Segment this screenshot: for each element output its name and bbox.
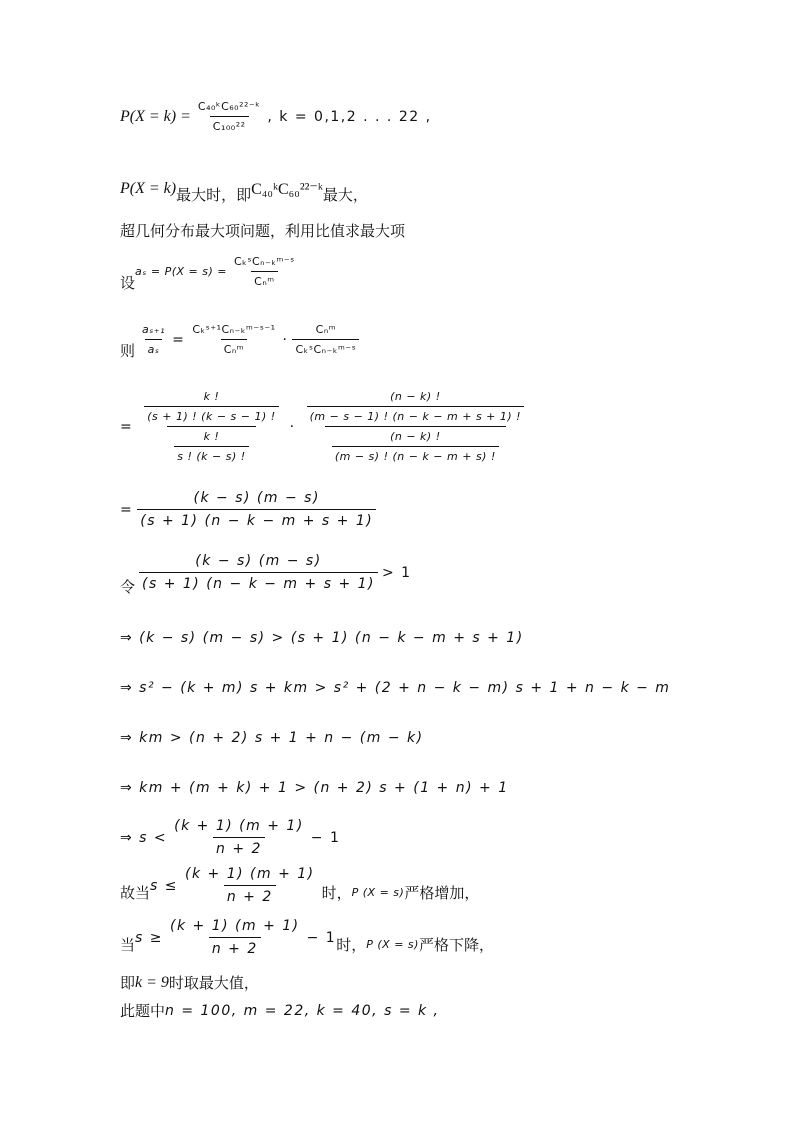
compound-fraction-right <box>300 390 531 463</box>
greater-than-one: > 1 <box>382 564 412 581</box>
fraction-numerator: k ! <box>203 390 220 403</box>
fraction-denominator: n + 2 <box>213 837 265 857</box>
dot-operator: · <box>282 331 289 348</box>
as-fraction <box>231 255 298 288</box>
bound-fraction <box>167 918 303 957</box>
parameter-values: n = 100, m = 22, k = 40, s = k , <box>165 1002 440 1019</box>
label-let-greater: 令 <box>120 578 136 596</box>
fraction-denominator: CₖˢCₙ₋ₖᵐ⁻ˢ <box>292 339 359 356</box>
combination-product: C₄₀ᵏC₆₀²²⁻ᵏ <box>251 180 323 198</box>
label-then: 则 <box>120 342 136 360</box>
prob-term: P (X = s) <box>366 938 419 951</box>
prob-lhs: P(X = k) = <box>120 107 191 125</box>
decreasing-condition-line <box>120 918 494 957</box>
text-when: 时， <box>336 936 367 954</box>
fraction-numerator: (k + 1) (m + 1) <box>174 818 304 834</box>
s-less-than: ⇒ s < <box>120 829 168 846</box>
inequality-fraction <box>139 553 378 592</box>
bound-fraction <box>182 866 318 905</box>
ratio-fraction-2 <box>189 323 278 356</box>
fraction-numerator: (n − k) ! <box>390 390 441 403</box>
derivation-step-4: ⇒ km + (m + k) + 1 > (n + 2) s + (1 + n) + 1 <box>120 780 509 796</box>
fraction-denominator: aₛ <box>145 339 163 356</box>
fraction-numerator: (k + 1) (m + 1) <box>185 866 315 882</box>
fraction-denominator: C₁₀₀²² <box>210 116 249 133</box>
text-when-maximal: 最大时，即 <box>176 186 252 204</box>
inner-fraction <box>307 390 524 423</box>
inner-fraction <box>174 430 248 463</box>
equals-sign: = <box>172 331 186 348</box>
factorial-expansion-line <box>120 390 535 463</box>
ratio-fraction <box>139 323 168 356</box>
fraction-denominator: (m − s − 1) ! (n − k − m + s + 1) ! <box>307 406 524 423</box>
fraction-denominator: (s + 1) (n − k − m + s + 1) <box>139 572 378 592</box>
fraction-numerator: Cₙᵐ <box>315 323 337 336</box>
k-value: k = 9 <box>135 973 169 991</box>
ratio-fraction-3 <box>292 323 359 356</box>
derivation-step-5 <box>120 818 340 857</box>
derivation-step-1: ⇒ (k − s) (m − s) > (s + 1) (n − k − m + s + 1) <box>120 630 524 646</box>
maximum-conclusion-line <box>120 972 259 993</box>
minus-one: − 1 <box>306 929 337 946</box>
ratio-line <box>120 318 363 361</box>
text-in-this-problem: 此题中 <box>120 1002 166 1020</box>
fraction-denominator: (s + 1) ! (k − s − 1) ! <box>144 406 278 423</box>
text-maximum-achieved: 时取最大值， <box>168 974 259 992</box>
text-when: 当 <box>120 936 136 954</box>
fraction-denominator: Cₙᵐ <box>221 339 247 356</box>
simplified-ratio-line <box>120 490 380 529</box>
k-range: , k = 0,1,2 . . . 22 , <box>267 108 432 125</box>
fraction-numerator: (n − k) ! <box>390 430 441 443</box>
equals-sign: = <box>120 501 134 518</box>
fraction-denominator: (m − s) ! (n − k − m + s) ! <box>332 446 499 463</box>
fraction-numerator: k ! <box>203 430 220 443</box>
fraction-numerator: C₄₀ᵏC₆₀²²⁻ᵏ <box>197 100 261 113</box>
text-that-is: 即 <box>120 974 136 992</box>
fraction-denominator: Cₙᵐ <box>251 271 277 288</box>
define-as-line <box>120 250 302 293</box>
simplified-fraction <box>137 490 376 529</box>
fraction-numerator: (k + 1) (m + 1) <box>170 918 300 934</box>
label-let: 设 <box>120 274 136 292</box>
maximum-condition-line <box>120 172 368 205</box>
method-heading: 超几何分布最大项问题，利用比值求最大项 <box>120 222 406 240</box>
compound-fraction-left <box>137 390 285 463</box>
fraction-denominator: n + 2 <box>224 885 276 905</box>
parameters-line <box>120 1000 440 1021</box>
as-definition: aₛ = P(X = s) = <box>135 265 227 278</box>
fraction-numerator: (k − s) (m − s) <box>195 553 322 569</box>
text-therefore-when: 故当 <box>120 884 151 902</box>
s-leq: s ≤ <box>150 877 178 894</box>
fraction-denominator: (s + 1) (n − k − m + s + 1) <box>137 509 376 529</box>
s-geq: s ≥ <box>135 929 163 946</box>
combination-fraction <box>195 100 264 133</box>
inner-fraction <box>144 390 278 423</box>
derivation-step-3: ⇒ km > (n + 2) s + 1 + n − (m − k) <box>120 730 424 746</box>
increasing-condition-line <box>120 866 479 905</box>
fraction-numerator: Cₖˢ⁺¹Cₙ₋ₖᵐ⁻ˢ⁻¹ <box>192 323 276 336</box>
inequality-setup-line <box>120 548 412 597</box>
derivation-step-2: ⇒ s² − (k + m) s + km > s² + (2 + n − k − m) s + 1 + n − k − m <box>120 680 671 696</box>
text-maximal: 最大， <box>322 186 368 204</box>
text-strictly-increasing: 严格增加， <box>404 884 480 902</box>
prob-term: P (X = s) <box>351 886 405 899</box>
inner-fraction <box>332 430 499 463</box>
fraction-numerator: CₖˢCₙ₋ₖᵐ⁻ˢ <box>233 255 295 268</box>
equals-sign: = <box>120 418 134 435</box>
fraction-denominator: s ! (k − s) ! <box>174 446 248 463</box>
text-when: 时， <box>321 884 352 902</box>
dot-operator: · <box>289 418 296 435</box>
prob-expression: P(X = k) <box>120 179 177 197</box>
fraction-numerator: aₛ₊₁ <box>142 323 166 336</box>
bound-fraction <box>171 818 307 857</box>
fraction-denominator: n + 2 <box>209 937 261 957</box>
probability-formula-line <box>120 100 432 133</box>
text-strictly-decreasing: 严格下降， <box>418 936 494 954</box>
fraction-numerator: (k − s) (m − s) <box>193 490 320 506</box>
minus-one: − 1 <box>310 829 341 846</box>
